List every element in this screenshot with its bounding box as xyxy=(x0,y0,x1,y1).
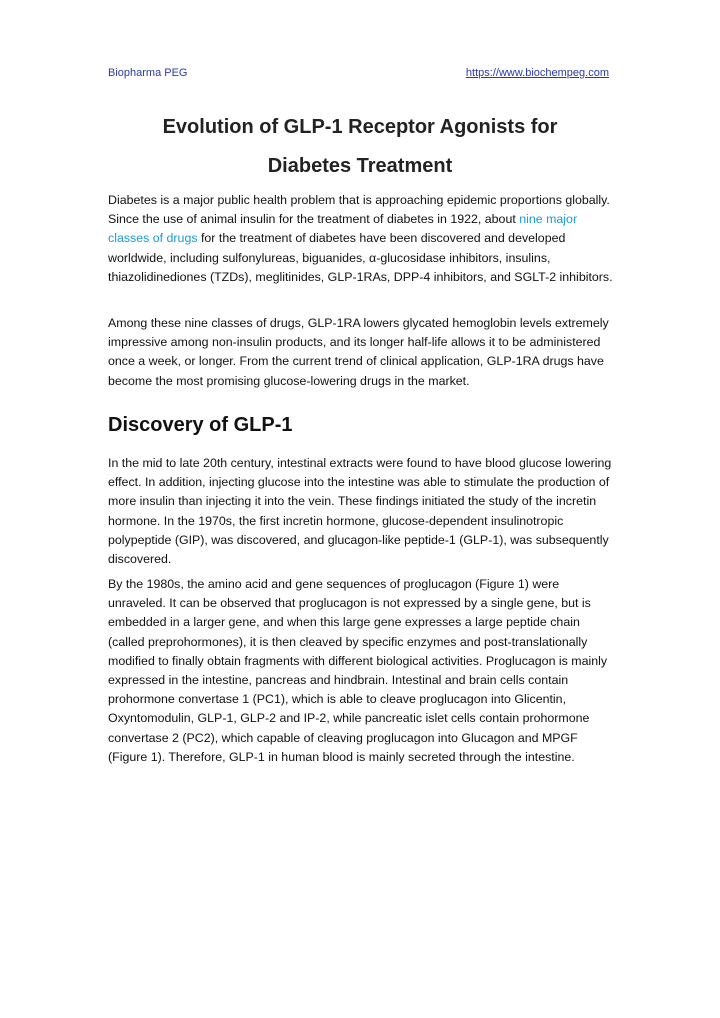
section-heading: Discovery of GLP-1 xyxy=(108,414,293,436)
header-brand: Biopharma PEG xyxy=(108,67,188,79)
section-paragraph-2: By the 1980s, the amino acid and gene sequences of proglucagon (Figure 1) were unraveled. It can be observed that proglucagon is not expressed by a single gene, but is embedded in a larger gene, and when this large gene expresses a large peptide chain (called preprohormones), it is then cleaved by specific enzymes and post-translationally modified to finally obtain fragments with different biological activities. Proglucagon is mainly expressed in the intestine, pancreas and hindbrain. Intestinal and brain cells contain prohormone convertase 1 (PC1), which is able to cleave proglucagon into Glicentin, Oxyntomodulin, GLP-1, GLP-2 and IP-2, while pancreatic islet cells contain prohormone convertase 2 (PC2), which capable of cleaving proglucagon into Glucagon and MPGF (Figure 1). Therefore, GLP-1 in human blood is mainly secreted through the intestine. xyxy=(108,577,608,764)
header-url-link[interactable]: https://www.biochempeg.com xyxy=(465,67,609,79)
title-line-1: Evolution of GLP‐1 Receptor Agonists for xyxy=(162,116,558,138)
intro-paragraph-2: Among these nine classes of drugs, GLP-1RA lowers glycated hemoglobin levels extremely impressive among non-insulin products, and its longer half-life allows it to be administered once a week, or longer. From the current trend of clinical application, GLP-1RA drugs have become the most promising glucose-lowering drugs in the market. xyxy=(108,316,609,388)
title-line-2: Diabetes Treatment xyxy=(267,155,453,177)
section-paragraph-1: In the mid to late 20th century, intestinal extracts were found to have blood glucose lowering effect. In addition, injecting glucose into the intestine was able to stimulate the production of more insulin than injecting it into the vein. These findings initiated the study of the incretin hormone. In the 1970s, the first incretin hormone, glucose-dependent insulinotropic polypeptide (GIP), was discovered, and glucagon-like peptide-1 (GLP-1), was subsequently discovered. xyxy=(108,456,612,567)
intro-p1-text-b: for the treatment of diabetes have been discovered and developed worldwide, including sulfonylureas, biguanides, α-glucosidase inhibitors, insulins, thiazolidinediones (TZDs), meglitinides, GLP-1RAs, DPP-4 inhibitors, and SGLT-2 inhibitors. xyxy=(108,231,613,284)
drug-classes-link[interactable]: nine major classes of drugs xyxy=(108,212,578,246)
intro-paragraph-1 xyxy=(108,191,614,287)
document-title xyxy=(100,108,620,186)
intro-p1-text-a: Diabetes is a major public health problem that is approaching epidemic proportions globally. Since the use of animal insulin for the treatment of diabetes in 1922, about xyxy=(108,193,610,227)
